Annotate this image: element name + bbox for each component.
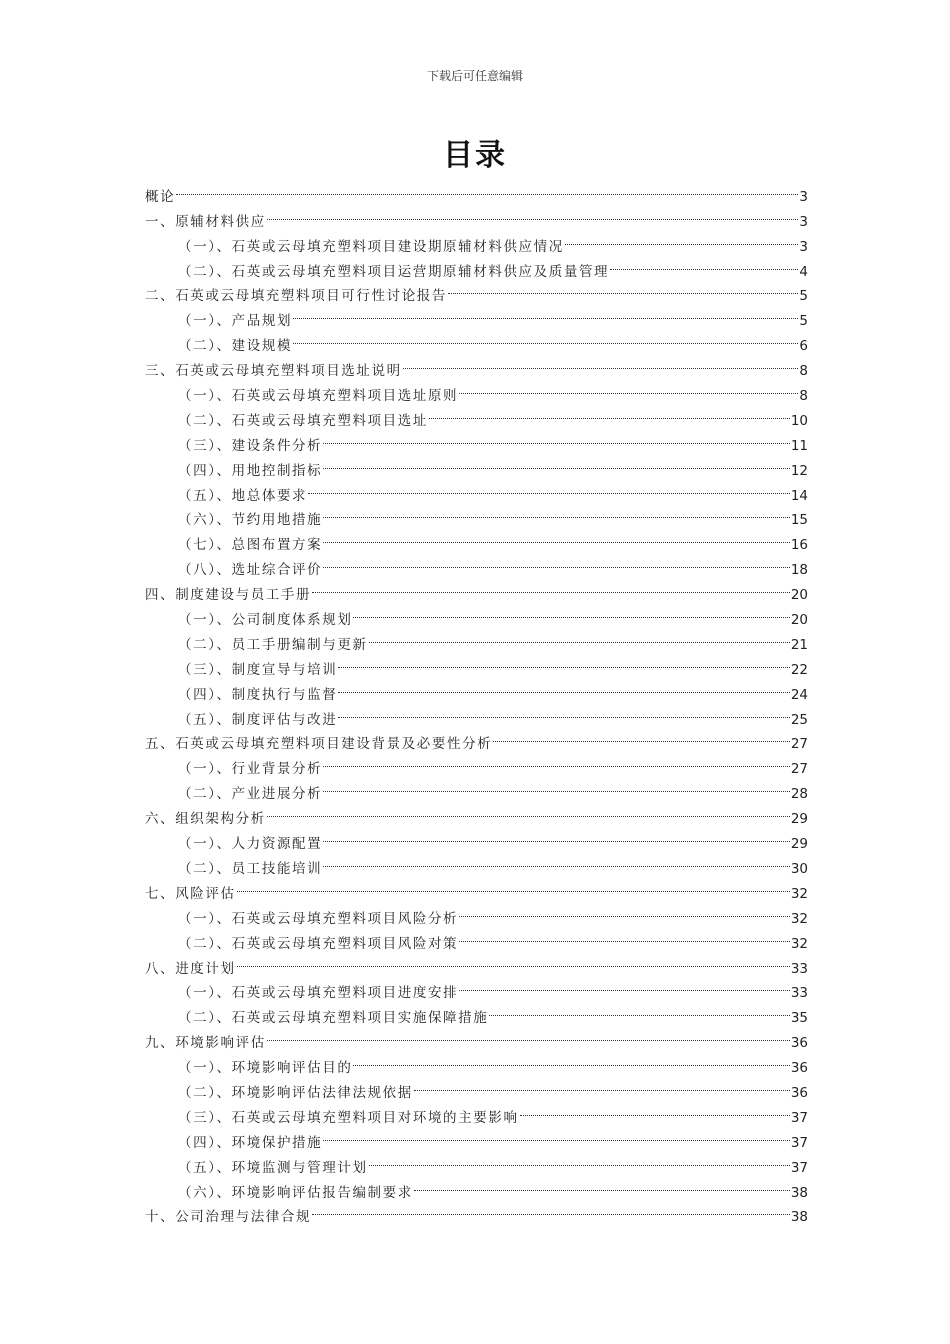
toc-entry-page-number: 18 bbox=[790, 562, 808, 579]
toc-entry[interactable] bbox=[145, 176, 808, 205]
toc-entry-page-number: 36 bbox=[790, 1084, 808, 1101]
toc-entry-page-number: 32 bbox=[790, 910, 808, 927]
toc-dot-leader bbox=[519, 1097, 791, 1122]
toc-entry-page-number: 8 bbox=[799, 388, 808, 405]
toc-dot-leader bbox=[402, 350, 800, 375]
toc-dot-leader bbox=[458, 898, 791, 923]
toc-entry-label: （一）、石英或云母填充塑料项目风险分析 bbox=[178, 910, 459, 927]
toc-entry-label: （五）、环境监测与管理计划 bbox=[178, 1159, 368, 1176]
toc-dot-leader bbox=[368, 624, 791, 649]
toc-entry-page-number: 27 bbox=[790, 736, 808, 753]
toc-dot-leader bbox=[352, 599, 790, 624]
toc-dot-leader bbox=[322, 773, 791, 798]
toc-entry-page-number: 35 bbox=[790, 1010, 808, 1027]
toc-entry-label: （三）、制度宣导与培训 bbox=[178, 661, 338, 678]
toc-entry-page-number: 11 bbox=[790, 437, 808, 454]
toc-entry[interactable] bbox=[145, 898, 808, 927]
toc-entry-page-number: 22 bbox=[790, 661, 808, 678]
toc-entry-label: （四）、制度执行与监督 bbox=[178, 686, 338, 703]
toc-entry-page-number: 32 bbox=[790, 935, 808, 952]
toc-dot-leader bbox=[322, 500, 791, 525]
toc-entry-label: （二）、石英或云母填充塑料项目风险对策 bbox=[178, 935, 459, 952]
page-header: 下载后可任意编辑 bbox=[426, 69, 523, 83]
toc-dot-leader bbox=[337, 674, 790, 699]
toc-entry-label: （一）、石英或云母填充塑料项目进度安排 bbox=[178, 985, 459, 1002]
toc-entry-label: 九、环境影响评估 bbox=[145, 1035, 266, 1052]
toc-entry-page-number: 32 bbox=[790, 885, 808, 902]
toc-entry-label: （二）、产业进展分析 bbox=[178, 786, 323, 803]
toc-entry-label: 三、石英或云母填充塑料项目选址说明 bbox=[145, 363, 402, 380]
toc-entry[interactable] bbox=[145, 973, 808, 1002]
toc-entry-label: （二）、建设规模 bbox=[178, 338, 293, 355]
toc-entry-label: 十、公司治理与法律合规 bbox=[145, 1209, 312, 1226]
toc-entry-page-number: 37 bbox=[790, 1109, 808, 1126]
toc-dot-leader bbox=[311, 574, 791, 599]
toc-entry-page-number: 37 bbox=[790, 1134, 808, 1151]
toc-entry-page-number: 37 bbox=[790, 1159, 808, 1176]
toc-entry-label: （二）、石英或云母填充塑料项目运营期原辅材料供应及质量管理 bbox=[178, 263, 610, 280]
toc-dot-leader bbox=[413, 1172, 791, 1197]
toc-entry-label: （一）、石英或云母填充塑料项目选址原则 bbox=[178, 388, 459, 405]
toc-entry-label: （二）、员工技能培训 bbox=[178, 860, 323, 877]
toc-entry-label: （二）、环境影响评估法律法规依据 bbox=[178, 1084, 413, 1101]
toc-dot-leader bbox=[447, 276, 799, 301]
toc-entry-label: 一、原辅材料供应 bbox=[145, 213, 266, 230]
toc-dot-leader bbox=[322, 524, 791, 549]
toc-entry-label: （三）、建设条件分析 bbox=[178, 437, 323, 454]
toc-entry-page-number: 3 bbox=[799, 213, 808, 230]
toc-dot-leader bbox=[458, 375, 799, 400]
toc-entry-page-number: 29 bbox=[790, 811, 808, 828]
toc-dot-leader bbox=[337, 649, 790, 674]
toc-entry-label: （二）、石英或云母填充塑料项目选址 bbox=[178, 412, 428, 429]
toc-entry-page-number: 33 bbox=[790, 960, 808, 977]
toc-dot-leader bbox=[322, 425, 791, 450]
toc-dot-leader bbox=[322, 450, 791, 475]
toc-entry-label: （一）、行业背景分析 bbox=[178, 761, 323, 778]
toc-entry-page-number: 16 bbox=[790, 537, 808, 554]
toc-dot-leader bbox=[322, 748, 791, 773]
toc-entry-label: 八、进度计划 bbox=[145, 960, 236, 977]
toc-entry-label: （三）、石英或云母填充塑料项目对环境的主要影响 bbox=[178, 1109, 519, 1126]
toc-dot-leader bbox=[428, 400, 791, 425]
toc-dot-leader bbox=[311, 1197, 791, 1222]
toc-entry-page-number: 21 bbox=[790, 636, 808, 653]
toc-entry-page-number: 8 bbox=[799, 363, 808, 380]
toc-entry-label: （一）、公司制度体系规划 bbox=[178, 612, 353, 629]
toc-dot-leader bbox=[266, 798, 791, 823]
toc-dot-leader bbox=[413, 1072, 791, 1097]
table-of-contents bbox=[145, 176, 808, 1226]
toc-entry-page-number: 33 bbox=[790, 985, 808, 1002]
toc-entry-page-number: 20 bbox=[790, 587, 808, 604]
toc-entry-label: 概论 bbox=[145, 188, 176, 205]
toc-entry-page-number: 38 bbox=[790, 1209, 808, 1226]
toc-entry-page-number: 38 bbox=[790, 1184, 808, 1201]
toc-entry-label: （七）、总图布置方案 bbox=[178, 537, 323, 554]
toc-entry-label: 五、石英或云母填充塑料项目建设背景及必要性分析 bbox=[145, 736, 493, 753]
toc-dot-leader bbox=[236, 948, 791, 973]
toc-entry-label: 四、制度建设与员工手册 bbox=[145, 587, 312, 604]
toc-entry-label: （六）、环境影响评估报告编制要求 bbox=[178, 1184, 413, 1201]
toc-entry-page-number: 5 bbox=[799, 313, 808, 330]
toc-dot-leader bbox=[564, 226, 800, 251]
toc-entry[interactable] bbox=[145, 201, 808, 230]
toc-entry-label: （五）、制度评估与改进 bbox=[178, 711, 338, 728]
toc-dot-leader bbox=[292, 325, 799, 350]
toc-entry-label: （一）、人力资源配置 bbox=[178, 836, 323, 853]
toc-dot-leader bbox=[236, 873, 791, 898]
toc-entry-label: 七、风险评估 bbox=[145, 885, 236, 902]
toc-entry-page-number: 3 bbox=[799, 188, 808, 205]
toc-entry[interactable] bbox=[145, 873, 808, 902]
toc-dot-leader bbox=[322, 823, 791, 848]
toc-entry-page-number: 14 bbox=[790, 487, 808, 504]
toc-entry-label: （二）、员工手册编制与更新 bbox=[178, 636, 368, 653]
toc-dot-leader bbox=[337, 699, 790, 724]
toc-entry-page-number: 36 bbox=[790, 1035, 808, 1052]
toc-entry-page-number: 3 bbox=[799, 238, 808, 255]
toc-dot-leader bbox=[322, 1122, 791, 1147]
toc-entry-page-number: 4 bbox=[799, 263, 808, 280]
toc-entry-label: （一）、石英或云母填充塑料项目建设期原辅材料供应情况 bbox=[178, 238, 564, 255]
toc-dot-leader bbox=[609, 251, 799, 276]
toc-entry-page-number: 10 bbox=[790, 412, 808, 429]
toc-entry-label: （二）、石英或云母填充塑料项目实施保障措施 bbox=[178, 1010, 489, 1027]
toc-entry-page-number: 5 bbox=[799, 288, 808, 305]
toc-entry-page-number: 27 bbox=[790, 761, 808, 778]
toc-entry-page-number: 36 bbox=[790, 1060, 808, 1077]
toc-entry[interactable] bbox=[145, 948, 808, 977]
toc-dot-leader bbox=[175, 176, 799, 201]
toc-dot-leader bbox=[307, 475, 791, 500]
page-title: 目录 bbox=[443, 138, 507, 173]
toc-entry-label: （八）、选址综合评价 bbox=[178, 562, 323, 579]
toc-dot-leader bbox=[368, 1147, 791, 1172]
toc-entry-page-number: 24 bbox=[790, 686, 808, 703]
toc-entry-label: 二、石英或云母填充塑料项目可行性讨论报告 bbox=[145, 288, 447, 305]
toc-entry-label: （一）、环境影响评估目的 bbox=[178, 1060, 353, 1077]
toc-entry-page-number: 20 bbox=[790, 612, 808, 629]
toc-entry-label: （四）、环境保护措施 bbox=[178, 1134, 323, 1151]
toc-entry-label: 六、组织架构分析 bbox=[145, 811, 266, 828]
toc-entry-page-number: 25 bbox=[790, 711, 808, 728]
toc-dot-leader bbox=[492, 724, 791, 749]
toc-entry-page-number: 30 bbox=[790, 860, 808, 877]
toc-dot-leader bbox=[352, 1047, 790, 1072]
toc-entry-page-number: 12 bbox=[790, 462, 808, 479]
toc-dot-leader bbox=[266, 201, 800, 226]
toc-dot-leader bbox=[322, 549, 791, 574]
toc-entry-label: （一）、产品规划 bbox=[178, 313, 293, 330]
toc-entry-page-number: 28 bbox=[790, 786, 808, 803]
toc-entry-label: （四）、用地控制指标 bbox=[178, 462, 323, 479]
toc-dot-leader bbox=[488, 997, 790, 1022]
toc-entry-page-number: 15 bbox=[790, 512, 808, 529]
toc-entry-page-number: 29 bbox=[790, 836, 808, 853]
toc-entry-page-number: 6 bbox=[799, 338, 808, 355]
toc-dot-leader bbox=[458, 973, 791, 998]
toc-entry-label: （五）、地总体要求 bbox=[178, 487, 308, 504]
toc-entry-label: （六）、节约用地措施 bbox=[178, 512, 323, 529]
toc-dot-leader bbox=[266, 1022, 791, 1047]
toc-dot-leader bbox=[292, 300, 799, 325]
toc-dot-leader bbox=[322, 848, 791, 873]
toc-dot-leader bbox=[458, 923, 791, 948]
